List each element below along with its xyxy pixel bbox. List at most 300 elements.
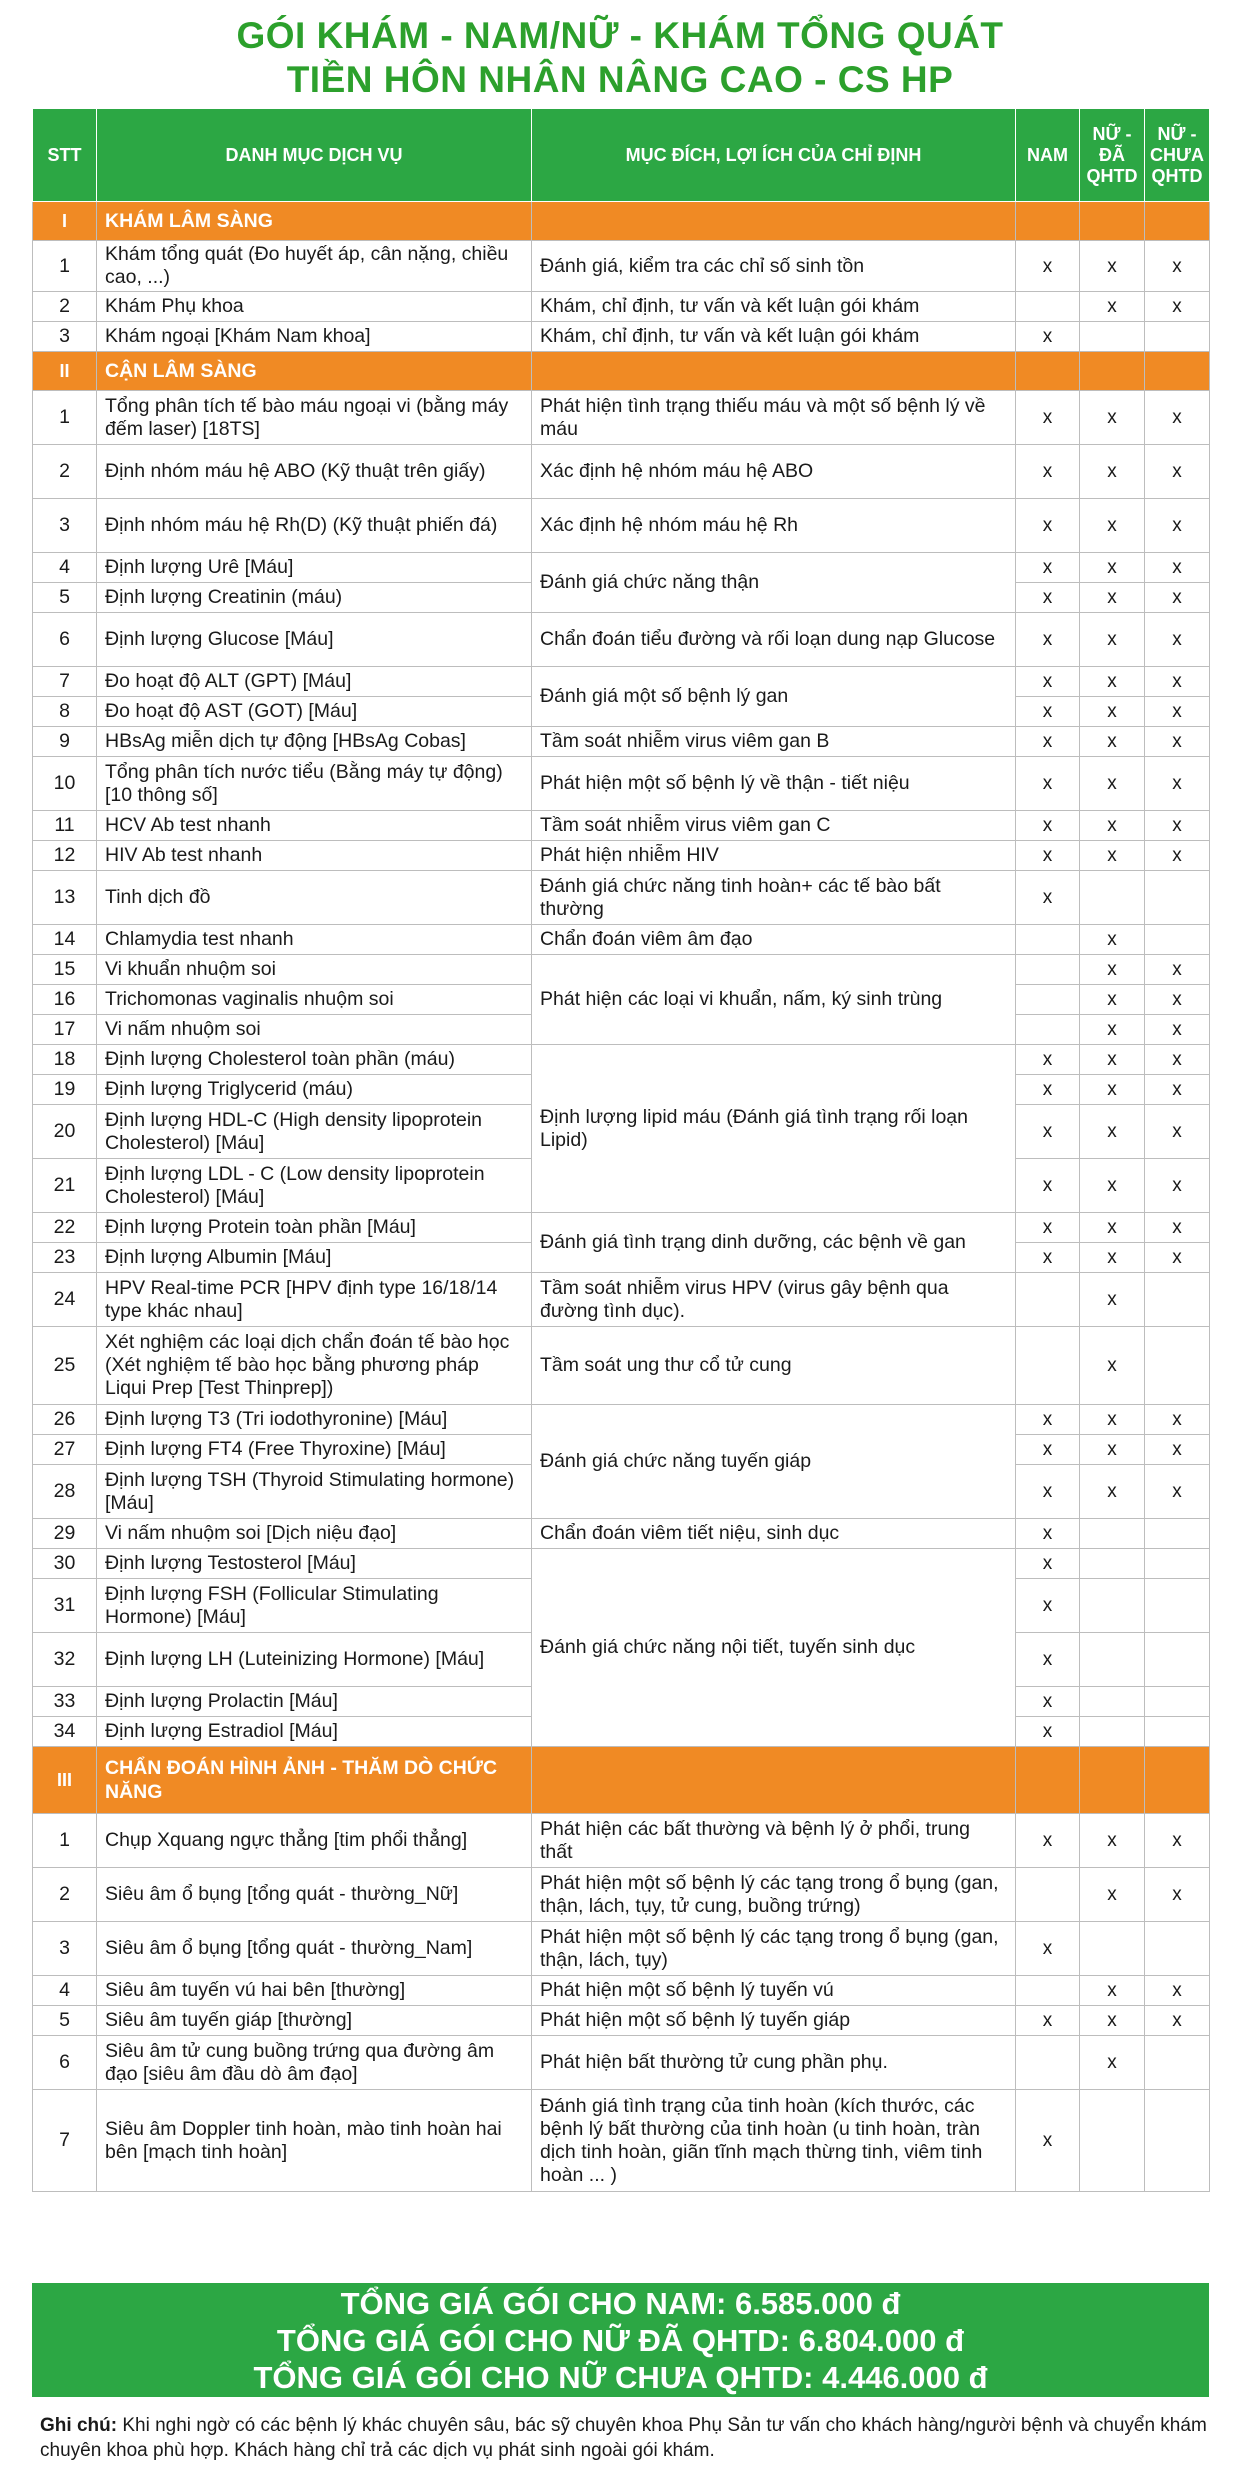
- table-row: [33, 1405, 1210, 1435]
- table-row: [33, 2036, 1210, 2090]
- row-nu-chua-mark: x: [1145, 499, 1210, 553]
- row-service: Tổng phân tích tế bào máu ngoại vi (bằng máy đếm laser) [18TS]: [97, 391, 532, 445]
- row-service: Định lượng Prolactin [Máu]: [97, 1687, 532, 1717]
- row-nam-mark: x: [1016, 1045, 1080, 1075]
- row-nu-chua-mark: x: [1145, 391, 1210, 445]
- row-stt: 11: [33, 811, 97, 841]
- table-row: [33, 499, 1210, 553]
- row-stt: 2: [33, 445, 97, 499]
- row-nu-da-mark: x: [1080, 2036, 1145, 2090]
- row-service: Đo hoạt độ ALT (GPT) [Máu]: [97, 667, 532, 697]
- row-service: Định lượng Triglycerid (máu): [97, 1075, 532, 1105]
- table-row: [33, 2090, 1210, 2192]
- row-nu-chua-mark: [1145, 1519, 1210, 1549]
- row-nu-chua-mark: x: [1145, 697, 1210, 727]
- table-row: [33, 613, 1210, 667]
- row-nu-da-mark: x: [1080, 1814, 1145, 1868]
- row-nu-chua-mark: [1145, 2036, 1210, 2090]
- title-line-1: GÓI KHÁM - NAM/NỮ - KHÁM TỔNG QUÁT: [236, 15, 1004, 56]
- table-row: [33, 1976, 1210, 2006]
- row-purpose: Phát hiện một số bệnh lý tuyến vú: [532, 1976, 1016, 2006]
- row-nu-chua-mark: x: [1145, 667, 1210, 697]
- row-nam-mark: x: [1016, 727, 1080, 757]
- section-code: III: [33, 1747, 97, 1814]
- row-purpose: Xác định hệ nhóm máu hệ ABO: [532, 445, 1016, 499]
- row-service: Định lượng FSH (Follicular Stimulating Hormone) [Máu]: [97, 1579, 532, 1633]
- row-purpose: Chẩn đoán tiểu đường và rối loạn dung nạp Glucose: [532, 613, 1016, 667]
- row-nam-mark: [1016, 1327, 1080, 1405]
- row-service: HIV Ab test nhanh: [97, 841, 532, 871]
- header-stt: STT: [33, 109, 97, 202]
- row-stt: 3: [33, 322, 97, 352]
- table-row: [33, 811, 1210, 841]
- row-nu-chua-mark: x: [1145, 292, 1210, 322]
- row-service: Khám tổng quát (Đo huyết áp, cân nặng, chiều cao, ...): [97, 241, 532, 292]
- row-service: Siêu âm tuyến vú hai bên [thường]: [97, 1976, 532, 2006]
- row-service: Định lượng HDL-C (High density lipoprotein Cholesterol) [Máu]: [97, 1105, 532, 1159]
- row-nu-chua-mark: x: [1145, 1814, 1210, 1868]
- row-nu-da-mark: x: [1080, 697, 1145, 727]
- row-nu-chua-mark: [1145, 1327, 1210, 1405]
- table-row: [33, 1213, 1210, 1243]
- row-nu-da-mark: x: [1080, 1327, 1145, 1405]
- row-nu-da-mark: x: [1080, 553, 1145, 583]
- row-service: Định lượng LDL - C (Low density lipoprotein Cholesterol) [Máu]: [97, 1159, 532, 1213]
- row-purpose: Phát hiện các bất thường và bệnh lý ở phổi, trung thất: [532, 1814, 1016, 1868]
- row-nam-mark: [1016, 292, 1080, 322]
- row-nu-chua-mark: x: [1145, 1435, 1210, 1465]
- row-stt: 14: [33, 925, 97, 955]
- row-stt: 31: [33, 1579, 97, 1633]
- row-nu-chua-mark: x: [1145, 2006, 1210, 2036]
- row-nu-da-mark: x: [1080, 2006, 1145, 2036]
- row-service: Định lượng T3 (Tri iodothyronine) [Máu]: [97, 1405, 532, 1435]
- row-service: Định lượng Cholesterol toàn phần (máu): [97, 1045, 532, 1075]
- footnote-text: Khi nghi ngờ có các bệnh lý khác chuyên sâu, bác sỹ chuyên khoa Phụ Sản tư vấn cho khách hàng/người bệnh và chuyển khám chuyên khoa phù hợp. Khách hàng chỉ trả các dịch vụ phát sinh ngoài gói khám.: [40, 2415, 1207, 2461]
- row-nam-mark: x: [1016, 1814, 1080, 1868]
- row-nu-chua-mark: [1145, 1579, 1210, 1633]
- row-service: Định nhóm máu hệ Rh(D) (Kỹ thuật phiến đá): [97, 499, 532, 553]
- row-purpose: Phát hiện bất thường tử cung phần phụ.: [532, 2036, 1016, 2090]
- row-nu-chua-mark: x: [1145, 757, 1210, 811]
- row-stt: 9: [33, 727, 97, 757]
- table-row: [33, 841, 1210, 871]
- row-nam-mark: x: [1016, 241, 1080, 292]
- row-purpose: Phát hiện một số bệnh lý các tạng trong ổ bụng (gan, thận, lách, tụy): [532, 1922, 1016, 1976]
- section-row: [33, 352, 1210, 391]
- row-stt: 25: [33, 1327, 97, 1405]
- row-nam-mark: x: [1016, 1075, 1080, 1105]
- footnote: [40, 2413, 1220, 2463]
- row-purpose: Đánh giá tình trạng dinh dưỡng, các bệnh về gan: [532, 1213, 1016, 1273]
- row-nu-chua-mark: x: [1145, 445, 1210, 499]
- row-stt: 16: [33, 985, 97, 1015]
- row-nu-da-mark: x: [1080, 445, 1145, 499]
- row-purpose: Đánh giá, kiểm tra các chỉ số sinh tồn: [532, 241, 1016, 292]
- row-stt: 24: [33, 1273, 97, 1327]
- table-row: [33, 1519, 1210, 1549]
- row-stt: 19: [33, 1075, 97, 1105]
- row-nu-da-mark: x: [1080, 241, 1145, 292]
- row-service: Định lượng LH (Luteinizing Hormone) [Máu]: [97, 1633, 532, 1687]
- row-service: Trichomonas vaginalis nhuộm soi: [97, 985, 532, 1015]
- row-nu-da-mark: x: [1080, 1243, 1145, 1273]
- row-nam-mark: x: [1016, 667, 1080, 697]
- row-nam-mark: x: [1016, 1633, 1080, 1687]
- table-row: [33, 1273, 1210, 1327]
- section-name: CHẨN ĐOÁN HÌNH ẢNH - THĂM DÒ CHỨC NĂNG: [97, 1747, 532, 1814]
- row-stt: 3: [33, 1922, 97, 1976]
- row-service: Định lượng Testosterol [Máu]: [97, 1549, 532, 1579]
- row-nu-da-mark: [1080, 871, 1145, 925]
- section-blank-cell: [532, 352, 1016, 391]
- service-table: [32, 108, 1210, 2192]
- row-stt: 28: [33, 1465, 97, 1519]
- row-nu-chua-mark: x: [1145, 1105, 1210, 1159]
- row-nu-chua-mark: x: [1145, 1868, 1210, 1922]
- row-stt: 1: [33, 241, 97, 292]
- table-row: [33, 1922, 1210, 1976]
- row-service: Khám Phụ khoa: [97, 292, 532, 322]
- row-nu-da-mark: x: [1080, 667, 1145, 697]
- row-service: Siêu âm ổ bụng [tổng quát - thường_Nữ]: [97, 1868, 532, 1922]
- table-row: [33, 1814, 1210, 1868]
- row-service: Siêu âm ổ bụng [tổng quát - thường_Nam]: [97, 1922, 532, 1976]
- row-nu-chua-mark: x: [1145, 955, 1210, 985]
- row-stt: 10: [33, 757, 97, 811]
- row-service: Tổng phân tích nước tiểu (Bằng máy tự động) [10 thông số]: [97, 757, 532, 811]
- section-name: KHÁM LÂM SÀNG: [97, 202, 532, 241]
- table-header-row: [33, 109, 1210, 202]
- row-nu-da-mark: x: [1080, 499, 1145, 553]
- row-stt: 15: [33, 955, 97, 985]
- row-nam-mark: [1016, 1015, 1080, 1045]
- row-stt: 22: [33, 1213, 97, 1243]
- row-service: Định lượng Glucose [Máu]: [97, 613, 532, 667]
- row-service: Định lượng Protein toàn phần [Máu]: [97, 1213, 532, 1243]
- row-purpose: Khám, chỉ định, tư vấn và kết luận gói khám: [532, 322, 1016, 352]
- row-stt: 18: [33, 1045, 97, 1075]
- row-nu-da-mark: x: [1080, 1868, 1145, 1922]
- row-nam-mark: x: [1016, 1519, 1080, 1549]
- row-purpose: Định lượng lipid máu (Đánh giá tình trạng rối loạn Lipid): [532, 1045, 1016, 1213]
- row-nam-mark: [1016, 925, 1080, 955]
- section-blank-cell: [1016, 202, 1080, 241]
- table-row: [33, 1045, 1210, 1075]
- row-service: Định lượng Albumin [Máu]: [97, 1243, 532, 1273]
- section-row: [33, 202, 1210, 241]
- table-row: [33, 955, 1210, 985]
- section-blank-cell: [532, 1747, 1016, 1814]
- row-stt: 2: [33, 292, 97, 322]
- row-service: Đo hoạt độ AST (GOT) [Máu]: [97, 697, 532, 727]
- row-purpose: Chẩn đoán viêm âm đạo: [532, 925, 1016, 955]
- table-body: [33, 202, 1210, 2192]
- row-nu-chua-mark: x: [1145, 1045, 1210, 1075]
- total-nam: TỔNG GIÁ GÓI CHO NAM: 6.585.000 đ: [340, 2286, 901, 2321]
- row-nu-da-mark: x: [1080, 1075, 1145, 1105]
- row-stt: 7: [33, 667, 97, 697]
- table-row: [33, 553, 1210, 583]
- row-service: Khám ngoại [Khám Nam khoa]: [97, 322, 532, 352]
- row-purpose: Đánh giá chức năng tuyến giáp: [532, 1405, 1016, 1519]
- row-stt: 23: [33, 1243, 97, 1273]
- header-nu-chua: NỮ - CHƯA QHTD: [1145, 109, 1210, 202]
- row-nam-mark: x: [1016, 322, 1080, 352]
- header-nu-da: NỮ - ĐÃ QHTD: [1080, 109, 1145, 202]
- row-nam-mark: [1016, 1976, 1080, 2006]
- row-nu-da-mark: [1080, 1579, 1145, 1633]
- section-row: [33, 1747, 1210, 1814]
- footnote-label: Ghi chú:: [40, 2415, 118, 2436]
- row-stt: 1: [33, 391, 97, 445]
- row-nu-da-mark: x: [1080, 1015, 1145, 1045]
- table-row: [33, 391, 1210, 445]
- row-service: Tinh dịch đồ: [97, 871, 532, 925]
- table-row: [33, 727, 1210, 757]
- row-stt: 3: [33, 499, 97, 553]
- row-stt: 32: [33, 1633, 97, 1687]
- row-nu-da-mark: x: [1080, 757, 1145, 811]
- row-nam-mark: x: [1016, 1159, 1080, 1213]
- section-blank-cell: [1016, 1747, 1080, 1814]
- table-row: [33, 2006, 1210, 2036]
- row-stt: 7: [33, 2090, 97, 2192]
- row-nam-mark: x: [1016, 757, 1080, 811]
- row-nam-mark: x: [1016, 445, 1080, 499]
- total-nu-chua: TỔNG GIÁ GÓI CHO NỮ CHƯA QHTD: 4.446.000 đ: [253, 2360, 988, 2395]
- row-nu-chua-mark: [1145, 1717, 1210, 1747]
- row-nam-mark: x: [1016, 1465, 1080, 1519]
- row-purpose: Đánh giá chức năng tinh hoàn+ các tế bào bất thường: [532, 871, 1016, 925]
- row-stt: 13: [33, 871, 97, 925]
- row-nu-da-mark: x: [1080, 727, 1145, 757]
- row-nu-da-mark: x: [1080, 811, 1145, 841]
- row-nam-mark: x: [1016, 1579, 1080, 1633]
- row-nam-mark: x: [1016, 583, 1080, 613]
- row-nu-da-mark: x: [1080, 1273, 1145, 1327]
- row-purpose: Đánh giá chức năng nội tiết, tuyến sinh dục: [532, 1549, 1016, 1747]
- row-purpose: Phát hiện một số bệnh lý các tạng trong ổ bụng (gan, thận, lách, tụy, tử cung, buồng trứng): [532, 1868, 1016, 1922]
- row-nu-da-mark: x: [1080, 1976, 1145, 2006]
- row-service: Vi khuẩn nhuộm soi: [97, 955, 532, 985]
- row-service: Siêu âm tuyến giáp [thường]: [97, 2006, 532, 2036]
- row-stt: 12: [33, 841, 97, 871]
- row-nu-da-mark: [1080, 1633, 1145, 1687]
- table-row: [33, 757, 1210, 811]
- row-nu-chua-mark: [1145, 1687, 1210, 1717]
- row-nu-da-mark: [1080, 322, 1145, 352]
- row-nu-chua-mark: [1145, 1273, 1210, 1327]
- row-service: HBsAg miễn dịch tự động [HBsAg Cobas]: [97, 727, 532, 757]
- row-purpose: Đánh giá một số bệnh lý gan: [532, 667, 1016, 727]
- row-stt: 21: [33, 1159, 97, 1213]
- row-nu-chua-mark: x: [1145, 613, 1210, 667]
- row-nu-da-mark: x: [1080, 925, 1145, 955]
- row-stt: 6: [33, 613, 97, 667]
- section-blank-cell: [532, 202, 1016, 241]
- row-nu-da-mark: x: [1080, 985, 1145, 1015]
- row-service: Định nhóm máu hệ ABO (Kỹ thuật trên giấy): [97, 445, 532, 499]
- page-title: [0, 14, 1240, 102]
- row-service: Định lượng Estradiol [Máu]: [97, 1717, 532, 1747]
- row-stt: 4: [33, 1976, 97, 2006]
- row-nu-chua-mark: x: [1145, 811, 1210, 841]
- table-row: [33, 1549, 1210, 1579]
- row-nu-da-mark: x: [1080, 391, 1145, 445]
- section-blank-cell: [1145, 202, 1210, 241]
- row-nu-chua-mark: x: [1145, 727, 1210, 757]
- row-nu-da-mark: x: [1080, 583, 1145, 613]
- row-stt: 34: [33, 1717, 97, 1747]
- row-purpose: Phát hiện một số bệnh lý về thận - tiết niệu: [532, 757, 1016, 811]
- table-row: [33, 871, 1210, 925]
- row-nam-mark: x: [1016, 811, 1080, 841]
- row-nu-chua-mark: x: [1145, 1976, 1210, 2006]
- row-nam-mark: [1016, 955, 1080, 985]
- row-nam-mark: x: [1016, 697, 1080, 727]
- row-purpose: Đánh giá chức năng thận: [532, 553, 1016, 613]
- row-nam-mark: x: [1016, 1922, 1080, 1976]
- row-nam-mark: x: [1016, 1549, 1080, 1579]
- row-nam-mark: [1016, 985, 1080, 1015]
- row-nam-mark: x: [1016, 1213, 1080, 1243]
- row-service: Xét nghiệm các loại dịch chẩn đoán tế bào học (Xét nghiệm tế bào học bằng phương pháp Liqui Prep [Test Thinprep]): [97, 1327, 532, 1405]
- row-stt: 20: [33, 1105, 97, 1159]
- service-table-wrapper: [32, 108, 1240, 2192]
- row-stt: 8: [33, 697, 97, 727]
- row-nu-da-mark: x: [1080, 1045, 1145, 1075]
- row-nam-mark: x: [1016, 841, 1080, 871]
- row-purpose: Chẩn đoán viêm tiết niệu, sinh dục: [532, 1519, 1016, 1549]
- row-purpose: Phát hiện tình trạng thiếu máu và một số bệnh lý về máu: [532, 391, 1016, 445]
- row-nu-chua-mark: x: [1145, 1159, 1210, 1213]
- row-purpose: Tầm soát nhiễm virus viêm gan B: [532, 727, 1016, 757]
- total-nu-da: TỔNG GIÁ GÓI CHO NỮ ĐÃ QHTD: 6.804.000 đ: [276, 2323, 965, 2358]
- row-nu-da-mark: x: [1080, 1435, 1145, 1465]
- section-blank-cell: [1080, 352, 1145, 391]
- row-service: Định lượng Urê [Máu]: [97, 553, 532, 583]
- row-nam-mark: x: [1016, 1105, 1080, 1159]
- row-nam-mark: [1016, 1273, 1080, 1327]
- row-stt: 26: [33, 1405, 97, 1435]
- row-service: Siêu âm Doppler tinh hoàn, mào tinh hoàn hai bên [mạch tinh hoàn]: [97, 2090, 532, 2192]
- row-purpose: Đánh giá tình trạng của tinh hoàn (kích thước, các bệnh lý bất thường của tinh hoàn (u tinh hoàn, tràn dịch tinh hoàn, giãn tĩnh mạch thừng tinh, viêm tinh hoàn ... ): [532, 2090, 1016, 2192]
- row-nam-mark: x: [1016, 2006, 1080, 2036]
- row-stt: 1: [33, 1814, 97, 1868]
- row-nu-da-mark: x: [1080, 841, 1145, 871]
- row-nu-da-mark: [1080, 1549, 1145, 1579]
- row-stt: 30: [33, 1549, 97, 1579]
- row-nu-da-mark: x: [1080, 613, 1145, 667]
- row-nam-mark: x: [1016, 1687, 1080, 1717]
- row-nam-mark: [1016, 1868, 1080, 1922]
- row-nu-da-mark: [1080, 1717, 1145, 1747]
- row-service: Vi nấm nhuộm soi: [97, 1015, 532, 1045]
- row-nam-mark: x: [1016, 499, 1080, 553]
- row-nu-da-mark: x: [1080, 1465, 1145, 1519]
- section-blank-cell: [1080, 1747, 1145, 1814]
- row-nu-da-mark: [1080, 1687, 1145, 1717]
- row-stt: 4: [33, 553, 97, 583]
- row-nu-chua-mark: x: [1145, 1015, 1210, 1045]
- row-stt: 6: [33, 2036, 97, 2090]
- table-row: [33, 322, 1210, 352]
- row-nam-mark: x: [1016, 871, 1080, 925]
- row-purpose: Tầm soát ung thư cổ tử cung: [532, 1327, 1016, 1405]
- header-nam: NAM: [1016, 109, 1080, 202]
- row-purpose: Phát hiện nhiễm HIV: [532, 841, 1016, 871]
- row-stt: 27: [33, 1435, 97, 1465]
- row-stt: 5: [33, 2006, 97, 2036]
- title-line-2: TIỀN HÔN NHÂN NÂNG CAO - CS HP: [286, 59, 954, 100]
- section-blank-cell: [1145, 352, 1210, 391]
- row-nam-mark: x: [1016, 613, 1080, 667]
- row-stt: 29: [33, 1519, 97, 1549]
- row-nu-da-mark: [1080, 1922, 1145, 1976]
- row-nam-mark: x: [1016, 1717, 1080, 1747]
- row-nu-chua-mark: x: [1145, 1075, 1210, 1105]
- row-nu-chua-mark: x: [1145, 1405, 1210, 1435]
- table-row: [33, 292, 1210, 322]
- row-service: Siêu âm tử cung buồng trứng qua đường âm đạo [siêu âm đầu dò âm đạo]: [97, 2036, 532, 2090]
- row-service: HCV Ab test nhanh: [97, 811, 532, 841]
- table-row: [33, 925, 1210, 955]
- row-nu-da-mark: x: [1080, 292, 1145, 322]
- row-nu-chua-mark: [1145, 1633, 1210, 1687]
- row-purpose: Xác định hệ nhóm máu hệ Rh: [532, 499, 1016, 553]
- row-nam-mark: x: [1016, 391, 1080, 445]
- row-nu-da-mark: x: [1080, 1159, 1145, 1213]
- row-nam-mark: x: [1016, 1243, 1080, 1273]
- row-service: Chụp Xquang ngực thẳng [tim phổi thẳng]: [97, 1814, 532, 1868]
- row-nam-mark: x: [1016, 553, 1080, 583]
- row-stt: 17: [33, 1015, 97, 1045]
- row-purpose: Khám, chỉ định, tư vấn và kết luận gói khám: [532, 292, 1016, 322]
- row-nu-chua-mark: x: [1145, 241, 1210, 292]
- row-purpose: Tầm soát nhiễm virus HPV (virus gây bệnh qua đường tình dục).: [532, 1273, 1016, 1327]
- row-nu-chua-mark: [1145, 871, 1210, 925]
- table-row: [33, 445, 1210, 499]
- row-service: HPV Real-time PCR [HPV định type 16/18/14 type khác nhau]: [97, 1273, 532, 1327]
- row-nu-chua-mark: x: [1145, 1243, 1210, 1273]
- row-nu-chua-mark: [1145, 1549, 1210, 1579]
- section-blank-cell: [1145, 1747, 1210, 1814]
- row-stt: 33: [33, 1687, 97, 1717]
- row-nu-da-mark: x: [1080, 1213, 1145, 1243]
- section-code: I: [33, 202, 97, 241]
- row-service: Chlamydia test nhanh: [97, 925, 532, 955]
- row-purpose: Phát hiện một số bệnh lý tuyến giáp: [532, 2006, 1016, 2036]
- row-nu-da-mark: x: [1080, 1105, 1145, 1159]
- row-stt: 2: [33, 1868, 97, 1922]
- table-row: [33, 241, 1210, 292]
- row-nam-mark: x: [1016, 1405, 1080, 1435]
- row-nu-chua-mark: [1145, 322, 1210, 352]
- row-stt: 5: [33, 583, 97, 613]
- row-service: Định lượng TSH (Thyroid Stimulating hormone) [Máu]: [97, 1465, 532, 1519]
- row-nu-da-mark: [1080, 1519, 1145, 1549]
- section-blank-cell: [1080, 202, 1145, 241]
- row-nu-da-mark: x: [1080, 1405, 1145, 1435]
- row-nu-da-mark: [1080, 2090, 1145, 2192]
- table-row: [33, 667, 1210, 697]
- table-row: [33, 1868, 1210, 1922]
- row-purpose: Tầm soát nhiễm virus viêm gan C: [532, 811, 1016, 841]
- row-nu-chua-mark: [1145, 1922, 1210, 1976]
- row-nu-chua-mark: [1145, 925, 1210, 955]
- row-service: Định lượng Creatinin (máu): [97, 583, 532, 613]
